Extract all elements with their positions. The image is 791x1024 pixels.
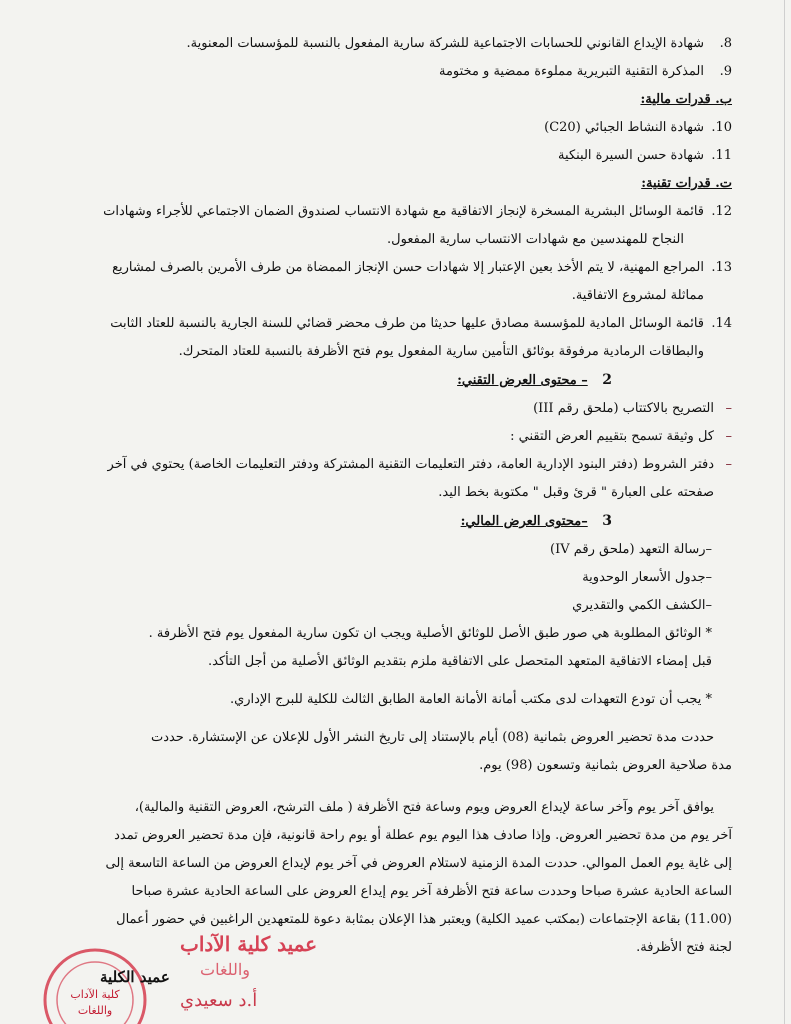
- section-title: – محتوى العرض التقني:: [457, 373, 588, 388]
- technical-heading: ت. قدرات تقنية:: [641, 176, 732, 191]
- note-text: * الوثائق المطلوبة هي صور طبق الأصل للوثائق الأصلية ويجب ان تكون سارية المفعول يوم فتح الأظرفة .: [148, 626, 712, 641]
- section-number: 3: [602, 513, 612, 529]
- item-text: شهادة الإيداع القانوني للحسابات الاجتماعية للشركة سارية المفعول بالنسبة للمؤسسات المعنوية.: [186, 36, 704, 51]
- tech-offer-heading: [52, 366, 732, 395]
- item-text: جدول الأسعار الوحدوية: [582, 570, 706, 585]
- item-text: الكشف الكمي والتقديري: [572, 598, 706, 613]
- dash-bullet-icon: –: [725, 401, 732, 416]
- scan-edge: [784, 0, 785, 1024]
- dash-bullet-icon: –: [705, 570, 712, 585]
- list-item: [52, 423, 732, 451]
- item-number: 10.: [711, 120, 732, 135]
- list-item: [52, 395, 732, 423]
- item-text: والبطاقات الرمادية مرفوقة بوثائق التأمين سارية المفعول يوم فتح الأظرفة بالنسبة للعتاد المتحرك.: [178, 344, 704, 359]
- list-item: [52, 58, 732, 86]
- signature-title: عميد الكلية: [100, 968, 170, 986]
- seal-text: كلية الآداب: [70, 988, 120, 1001]
- item-text: صفحته على العبارة " قرئ وقبل " مكتوبة بخط اليد.: [438, 485, 714, 500]
- item-text: دفتر الشروط (دفتر البنود الإدارية العامة، دفتر التعليمات التقنية المشتركة ودفتر التعليمات الخاصة) يحتوي في آخر: [107, 457, 714, 472]
- dash-bullet-icon: –: [705, 542, 712, 557]
- item-number: 9.: [719, 64, 732, 79]
- item-text: النجاح للمهندسين مع شهادات الانتساب سارية المفعول.: [387, 232, 684, 247]
- list-item: [52, 254, 732, 310]
- financial-heading: ب. قدرات مالية:: [640, 92, 732, 107]
- dash-bullet-icon: –: [725, 457, 732, 472]
- note-text: قبل إمضاء الاتفاقية المتعهد المتحصل على الاتفاقية ملزم بتقديم الوثائق الأصلية من أجل التأكد.: [208, 654, 712, 669]
- paragraph-line: حددت مدة تحضير العروض بثمانية (08) أيام بالإستناد إلى تاريخ النشر الأول للإعلان عن الإستشارة. حددت: [150, 730, 714, 745]
- list-item: [52, 592, 732, 620]
- paragraph-line: الساعة الحادية عشرة صباحا وحددت ساعة فتح الأظرفة آخر يوم إيداع العروض على الساعة الحادية عشرة صباحا: [131, 884, 732, 899]
- item-text: كل وثيقة تسمح بتقييم العرض التقني :: [510, 429, 714, 444]
- list-item: [52, 198, 732, 254]
- section-number: 2: [602, 372, 612, 388]
- list-item: [52, 451, 732, 507]
- paragraph-line: آخر يوم من مدة تحضير العروض. وإذا صادف هذا اليوم يوم عطلة أو يوم راحة قانونية، فإن مدة تحضير العروض تمدد: [114, 828, 732, 843]
- item-text: المذكرة التقنية التبريرية مملوءة ممضية و مختومة: [438, 64, 704, 79]
- item-text: التصريح بالاكتتاب (ملحق رقم III): [533, 401, 714, 416]
- list-item: [52, 114, 732, 142]
- stamp-text: عميد كلية الآداب: [180, 932, 318, 956]
- list-item: [52, 536, 732, 564]
- list-item: [52, 310, 732, 366]
- item-text: شهادة النشاط الجبائي (C20): [544, 120, 704, 135]
- signature-block: [40, 930, 400, 1024]
- item-text: المراجع المهنية، لا يتم الأخذ بعين الإعتبار إلا شهادات حسن الإنجاز الممضاة من طرف الأمرين بالصرف لمشاريع: [112, 260, 704, 275]
- item-number: 11.: [711, 148, 732, 163]
- document-body: [52, 30, 732, 962]
- item-text: قائمة الوسائل المادية للمؤسسة مصادق عليها حديثا من طرف محضر قضائي للسنة الجارية بالنسبة للعتاد الثابت: [110, 316, 704, 331]
- item-number: 14.: [711, 316, 732, 331]
- list-item: [52, 564, 732, 592]
- item-number: 8.: [719, 36, 732, 51]
- stamp-text: واللغات: [200, 960, 250, 979]
- item-text: قائمة الوسائل البشرية المسخرة لإنجاز الاتفاقية مع شهادة الانتساب لصندوق الضمان الاجتماعي للأجراء وشهادات: [103, 204, 704, 219]
- dash-bullet-icon: –: [725, 429, 732, 444]
- stamp-text: أ.د سعيدي: [180, 990, 258, 1011]
- paragraph-line: يوافق آخر يوم وآخر ساعة لإيداع العروض ويوم وساعة فتح الأظرفة ( ملف الترشح، العروض التقنية والمالية)،: [134, 800, 714, 815]
- paragraph-line: لجنة فتح الأظرفة.: [636, 940, 732, 955]
- item-text: رسالة التعهد (ملحق رقم IV): [550, 542, 706, 557]
- list-item: [52, 30, 732, 58]
- dash-bullet-icon: –: [705, 598, 712, 613]
- item-number: 12.: [711, 204, 732, 219]
- item-text: مماثلة لمشروع الاتفاقية.: [571, 288, 704, 303]
- note-text: * يجب أن تودع التعهدات لدى مكتب أمانة الأمانة العامة الطابق الثالث للكلية للبرج الإداري.: [229, 692, 712, 707]
- item-text: شهادة حسن السيرة البنكية: [558, 148, 704, 163]
- paragraph-line: مدة صلاحية العروض بثمانية وتسعون (98) يوم.: [479, 758, 732, 773]
- section-title: –محتوى العرض المالي:: [460, 514, 588, 529]
- fin-offer-heading: [52, 507, 732, 536]
- paragraph-line: (11.00) بقاعة الإجتماعات (بمكتب عميد الكلية) ويعتبر هذا الإعلان بمثابة دعوة للمتعهدين الراغبين في حضور أعمال: [116, 912, 732, 927]
- item-number: 13.: [711, 260, 732, 275]
- list-item: [52, 142, 732, 170]
- paragraph-line: إلى غاية يوم العمل الموالي. حددت المدة الزمنية لاستلام العروض في آخر يوم لإيداع العروض من الساعة التاسعة إلى: [105, 856, 732, 871]
- seal-text: واللغات: [77, 1004, 113, 1017]
